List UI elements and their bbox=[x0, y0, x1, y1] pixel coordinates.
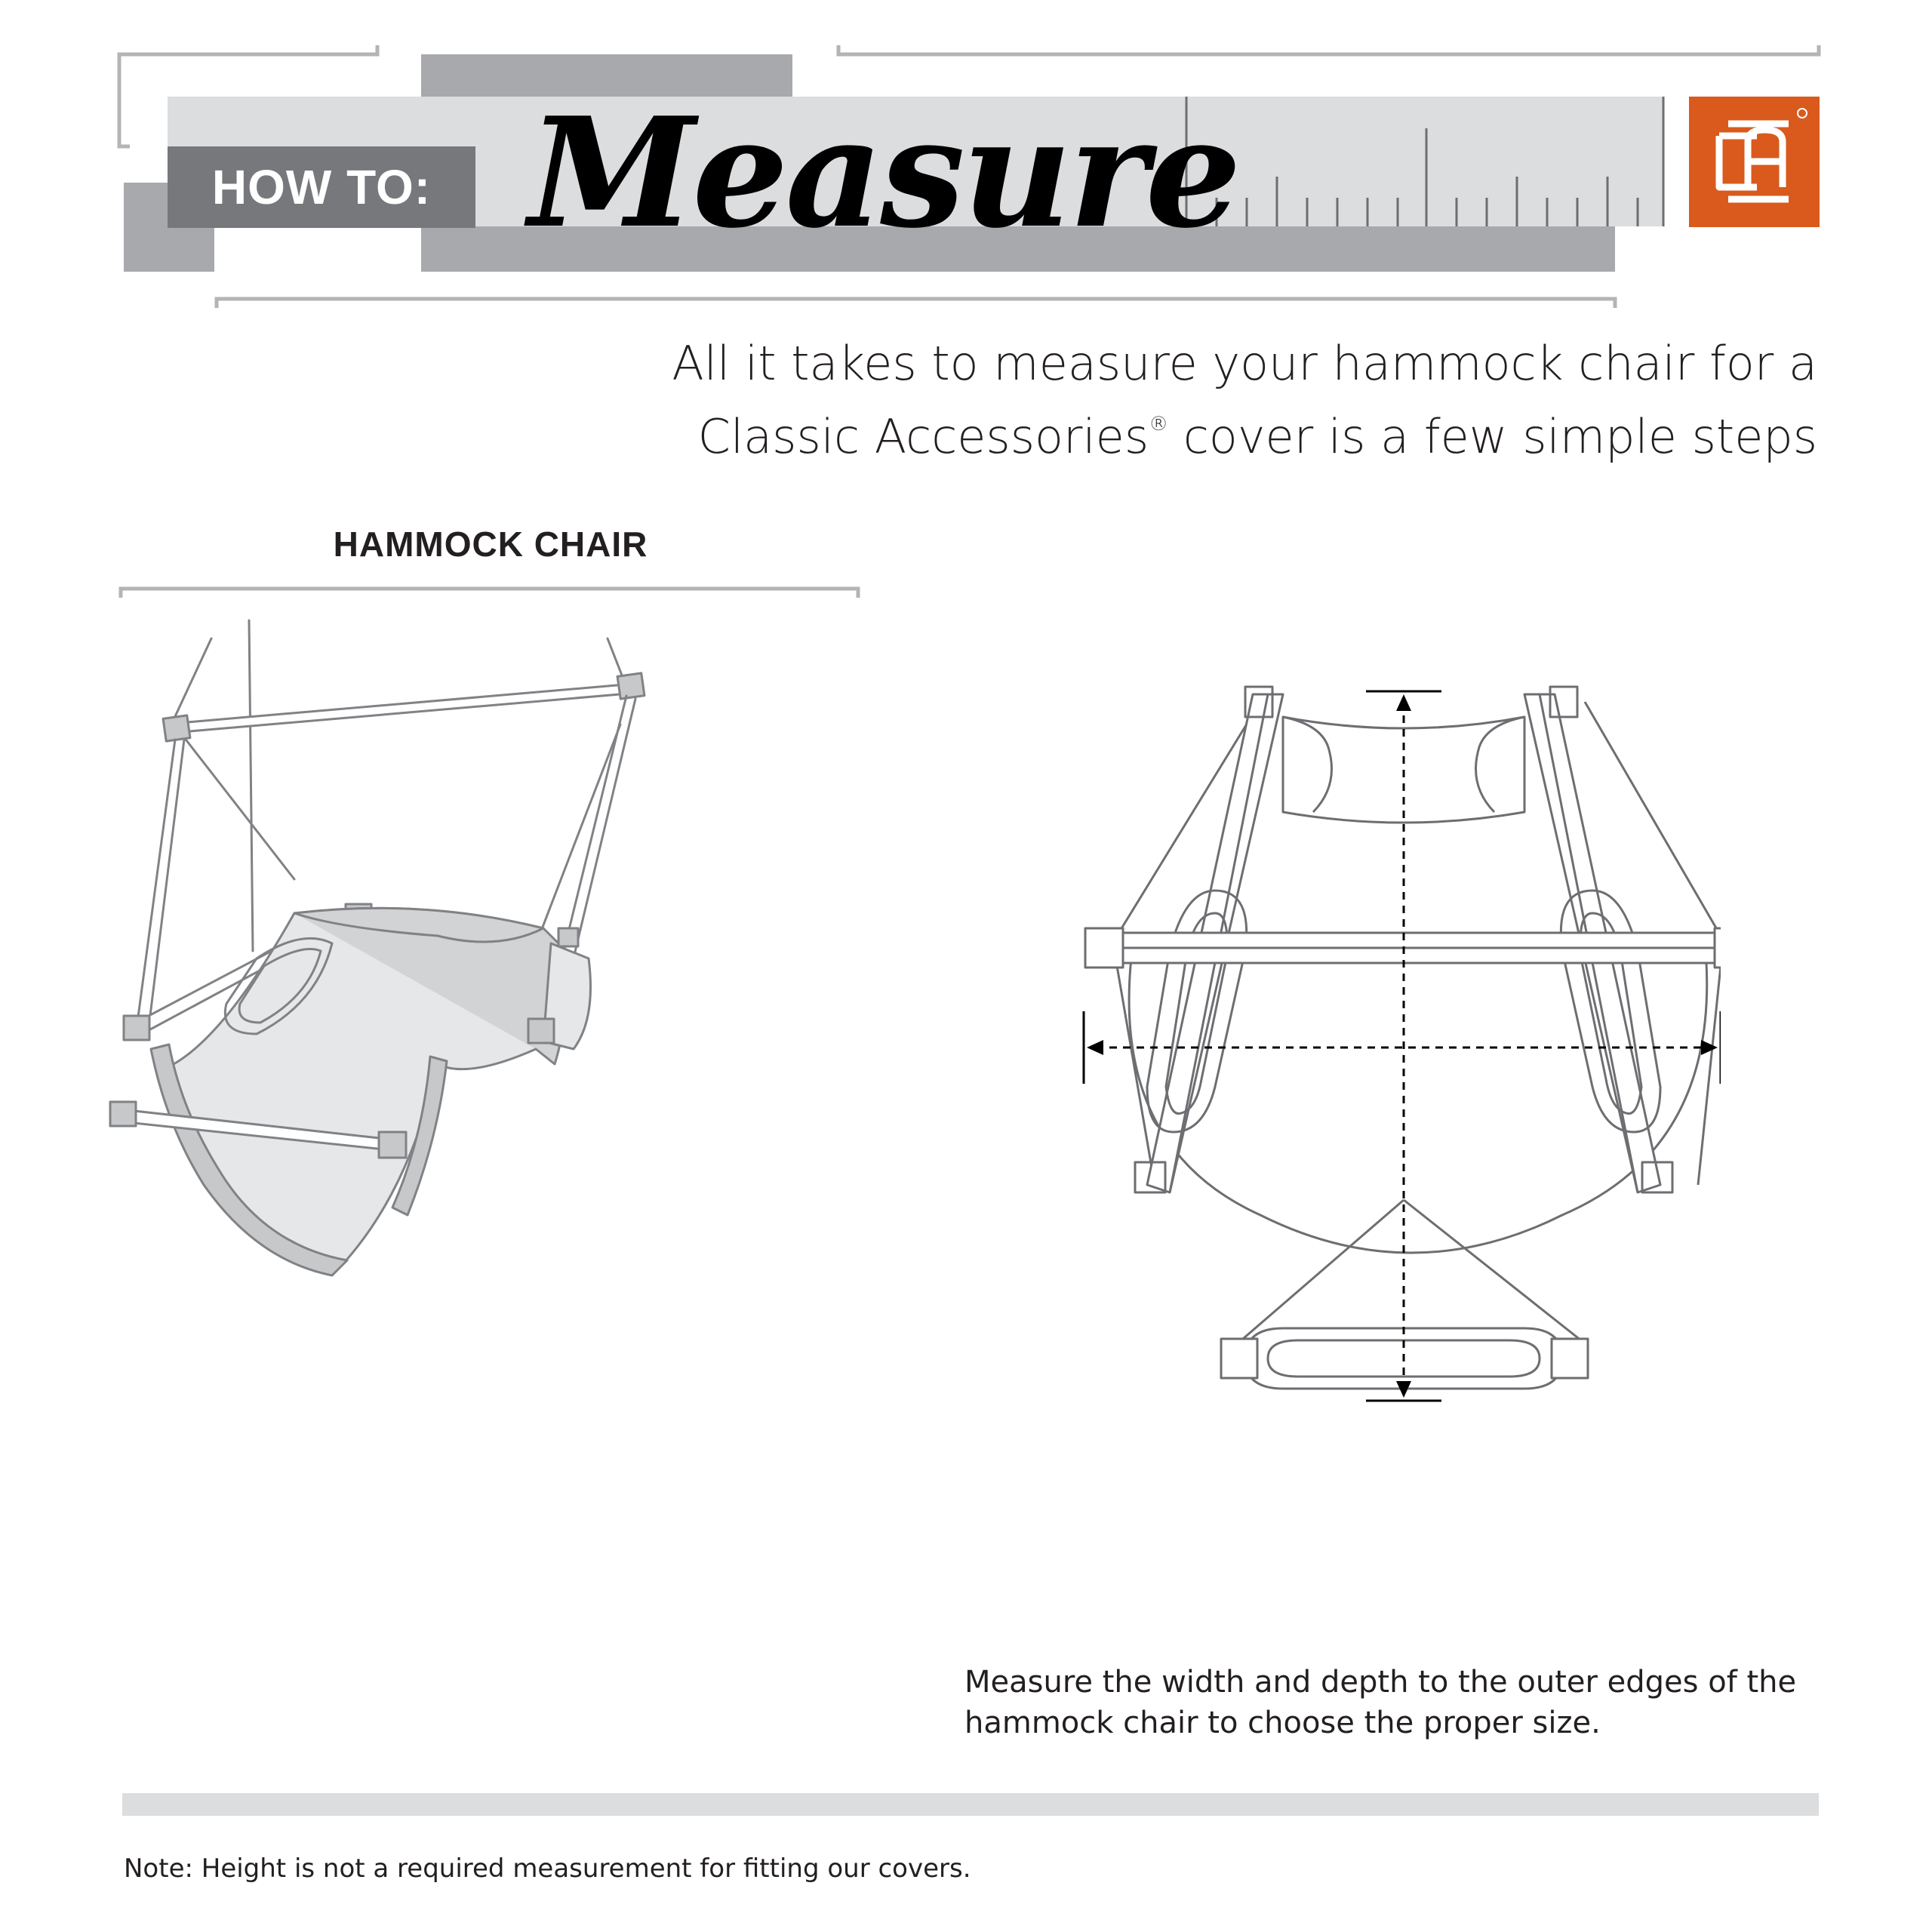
intro-line-2 bbox=[664, 394, 1817, 467]
section-title: HAMMOCK CHAIR bbox=[333, 525, 648, 564]
intro-text bbox=[664, 334, 1817, 467]
intro-line-1: All it takes to measure your hammock chair for a bbox=[672, 336, 1817, 391]
registered-mark: ® bbox=[1149, 413, 1169, 435]
section-underline bbox=[117, 580, 872, 602]
page-title: Measure bbox=[528, 85, 1238, 262]
instruction-text: Measure the width and depth to the outer edges of the hammock chair to choose the proper size. bbox=[964, 1665, 1797, 1740]
footnote: Note: Height is not a required measurement for fitting our covers. bbox=[124, 1854, 971, 1884]
intro-brand: Classic Accessories bbox=[697, 409, 1149, 464]
footer-divider bbox=[122, 1793, 1819, 1816]
intro-line-2-rest: cover is a few simple steps bbox=[1168, 409, 1817, 464]
hammock-chair-perspective-icon bbox=[106, 611, 679, 1321]
hammock-chair-top-view-dimension-icon bbox=[1041, 664, 1721, 1419]
how-to-badge: HOW TO: bbox=[168, 146, 475, 228]
classic-accessories-logo-icon bbox=[1689, 97, 1820, 227]
